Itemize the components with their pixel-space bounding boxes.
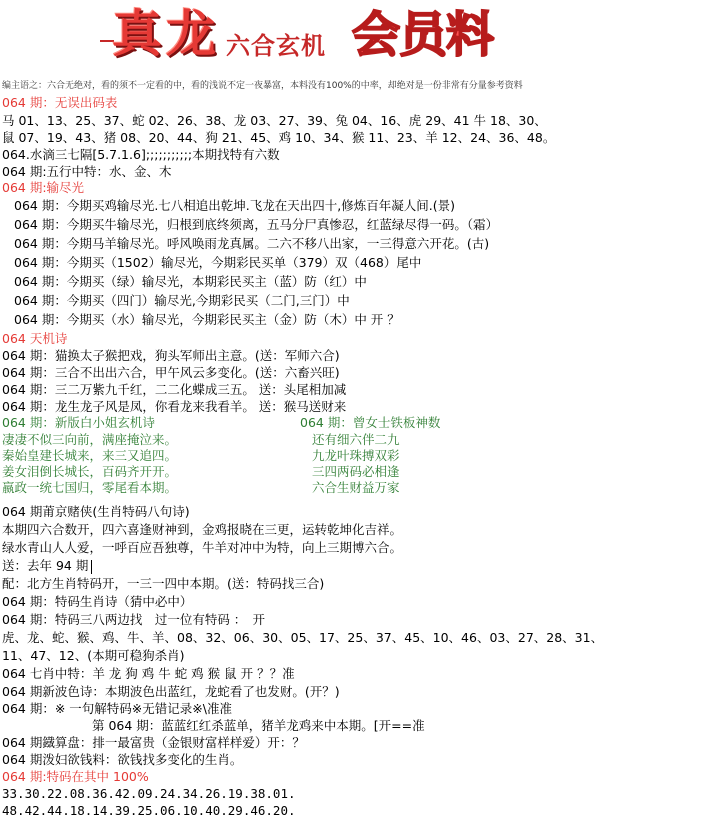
text-line: 本期四六合数开，四六喜逢财神到，金鸡报晓在三更，运转乾坤化吉祥。 [2, 522, 403, 537]
banner-char-1: 真 [112, 4, 160, 63]
poem-line-right: 九龙叶珠搏双彩 [312, 448, 400, 463]
editor-note: 编主语之：六合无绝对，看的须不一定看的中，看的浅说不定一夜暴富，本料没有100%的中率，却绝对是一份非常有分量参考资料 [2, 81, 523, 91]
section-heading: 064 天机诗 [2, 331, 68, 346]
text-line: 064.水滴三七隔[5.7.1.6];;;;;;;;;;;本期找特有六数 [2, 147, 280, 162]
section-heading-left: 064 期：新版白小姐玄机诗 [2, 415, 155, 430]
number-line: 48.42.44.18.14.39.25.06.10.40.29.46.20. [2, 803, 296, 818]
text-line: 064 期：龙生龙子风是凤，你看龙来我看羊。 送：猴马送财来 [2, 399, 347, 414]
poem-line-left: 秦始皇建长城来，来三又追四。 [2, 448, 178, 463]
text-line: 064 期：今期买鸡输尽光.七八相追出乾坤.飞龙在天出四十,修炼百年凝人间.(景) [14, 198, 455, 213]
text-line: 064 期：特码生肖诗（猜中必中） [2, 594, 193, 609]
text-line: 绿水青山人人爱，一呼百应吾独尊，牛羊对冲中为特，向上三期博六合。 [2, 540, 403, 555]
banner-char-3: 会员料 [352, 7, 494, 63]
number-line: 33.30.22.08.36.42.09.24.34.26.19.38.01. [2, 786, 296, 801]
text-line-with-cursor [2, 557, 92, 574]
text-line: 064 期新波色诗：本期波色出蓝红，龙蛇看了也发财。(开？) [2, 684, 340, 699]
banner [0, 0, 720, 72]
poem-line-right: 还有细六伴二九 [312, 432, 400, 447]
poem-line-left: 凄凄不似三向前，满座掩泣来。 [2, 432, 178, 447]
text-line: 064 期：猫换太子猴把戏，狗头军师出主意。(送：军师六合) [2, 348, 340, 363]
text-line: 064 七肖中特：羊 龙 狗 鸡 牛 蛇 鸡 猴 鼠 开 ？？准 [2, 666, 295, 681]
section-heading: 064 期:输尽光 [2, 180, 85, 195]
section-heading: 064 期：无误出码表 [2, 95, 118, 110]
text-line: 064 期：今期买（绿）输尽光，本期彩民买主（蓝）防（红）中 [14, 274, 367, 289]
text-line: 064 期泼妇欲钱料：欲钱找多变化的生肖。 [2, 752, 243, 767]
text-line: 虎、龙、蛇、猴、鸡、牛、羊、08、32、06、30、05、17、25、37、45、10、46、03、27、28、31、 [2, 630, 604, 645]
section-heading: 064 期:特码在其中 100% [2, 769, 149, 784]
text-cursor [91, 560, 92, 574]
banner-subtitle: 六合玄机 [226, 31, 326, 60]
text-line: 064 期：今期买牛输尽光，归根到底终须离，五马分尸真惨忍，红蓝绿尽得一码。（霜） [14, 217, 499, 232]
text-line: 鼠 07、19、43、猪 08、20、44、狗 21、45、鸡 10、34、猴 11、23、羊 12、24、36、48。 [2, 130, 556, 145]
poem-line-left: 嬴政一统七国归，零尾看本期。 [2, 480, 178, 495]
text-line: 第 064 期：蓝蓝红红杀蓝单，猪羊龙鸡来中本期。[开==准 [92, 718, 425, 733]
poem-line-right: 六合生财益万家 [312, 480, 400, 495]
text-line: 马 01、13、25、37、蛇 02、26、38、龙 03、27、39、兔 04、16、虎 29、41 牛 18、30、 [2, 113, 547, 128]
text-line: 配：北方生肖特码开，一三一四中本期。(送：特码找三合) [2, 576, 325, 591]
text-line: 064 期：今期马羊输尽光。呼风唤雨龙真属。二六不移八出家，一三得意六开花。(古) [14, 236, 490, 251]
text-line: 064 期：今期买（水）输尽光，今期彩民买主（金）防（木）中 开 ？ [14, 312, 400, 327]
text-line: 11、47、12、(本期可稳狗杀肖) [2, 648, 185, 663]
poem-line-left: 姜女泪倒长城长，百码齐开开。 [2, 464, 178, 479]
text-line: 064 期鐡算盘：排一最富贵（金银财富样样爱）开：？ [2, 735, 305, 750]
text-line: 064 期：※ 一句解特码※无错记录※\准准 [2, 701, 232, 716]
text-line: 064 期:五行中特：水、金、木 [2, 164, 172, 179]
text-line: 064 期：三二万紫九千红，二二化蝶成三五。 送：头尾相加减 [2, 382, 347, 397]
section-heading-right: 064 期：曾女士铁板神数 [300, 415, 441, 430]
text-line: 064 期：今期买（1502）输尽光，今期彩民买单（379）双（468）尾中 [14, 255, 422, 270]
section-heading: 064 期莆京赌侠(生肖特码八句诗) [2, 504, 190, 519]
text-line: 064 期：特码三八两边找 过一位有特码 ： 开 [2, 612, 266, 627]
text-line: 064 期：今期买（四门）输尽光,今期彩民买（二门,三门）中 [14, 293, 350, 308]
banner-char-2: 龙 [166, 4, 214, 63]
text-span: 送：去年 94 期 [2, 558, 89, 573]
text-line: 064 期：三合不出出六合，甲午风云多变化。(送：六畜兴旺) [2, 365, 340, 380]
poem-line-right: 三四两码必相逢 [312, 464, 400, 479]
